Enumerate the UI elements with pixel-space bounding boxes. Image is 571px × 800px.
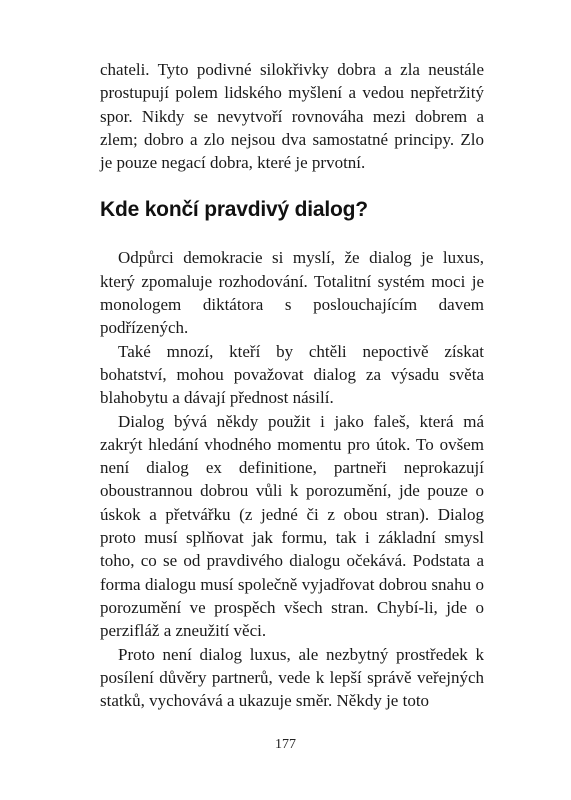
continuation-paragraph: chateli. Tyto podivné silokřivky dobra a zla neustále prostupují polem lidského myšlení a vedou nepřetržitý spor. Nikdy se nevytvoří rovnováha mezi dobrem a zlem; dobro a zlo nejsou dva samostatné principy. Zlo je pouze negací dobra, které je prvotní. [100,60,484,173]
body-paragraph-1: Odpůrci demokracie si myslí, že dialog je luxus, který zpomaluje rozhodování. Totalitní systém moci je monologem diktátora s poslouchajícím davem podřízených. [100,248,484,338]
page-body [100,58,484,712]
body-paragraph-2: Také mnozí, kteří by chtěli nepoctivě získat bohatství, mohou považovat dialog za výsadu světa blahobytu a dávají přednost násilí. [100,341,484,408]
page-number: 177 [275,737,296,752]
body-paragraph-3: Dialog bývá někdy použit i jako faleš, která má zakrýt hledání vhodného momentu pro útok. To ovšem není dialog ex definitione, partneři neprokazují oboustrannou dobrou vůli k porozumění, jde pouze o úskok a přetvářku (z jedné či z obou stran). Dialog proto musí splňovat jak formu, tak i základní smysl toho, co se od pravdivého dialogu očekává. Podstata a forma dialogu musí společně vyjadřovat dobrou snahu o porozumění ve prospěch všech stran. Chybí-li, jde o perzifláž a zneužití věci. [100,411,484,641]
body-paragraph-4: Proto není dialog luxus, ale nezbytný prostředek k posílení důvěry partnerů, vede k lepší správě veřejných statků, vychovává a ukazuje směr. Někdy je toto [100,644,484,711]
section-heading: Kde končí pravdivý dialog? [100,198,368,222]
